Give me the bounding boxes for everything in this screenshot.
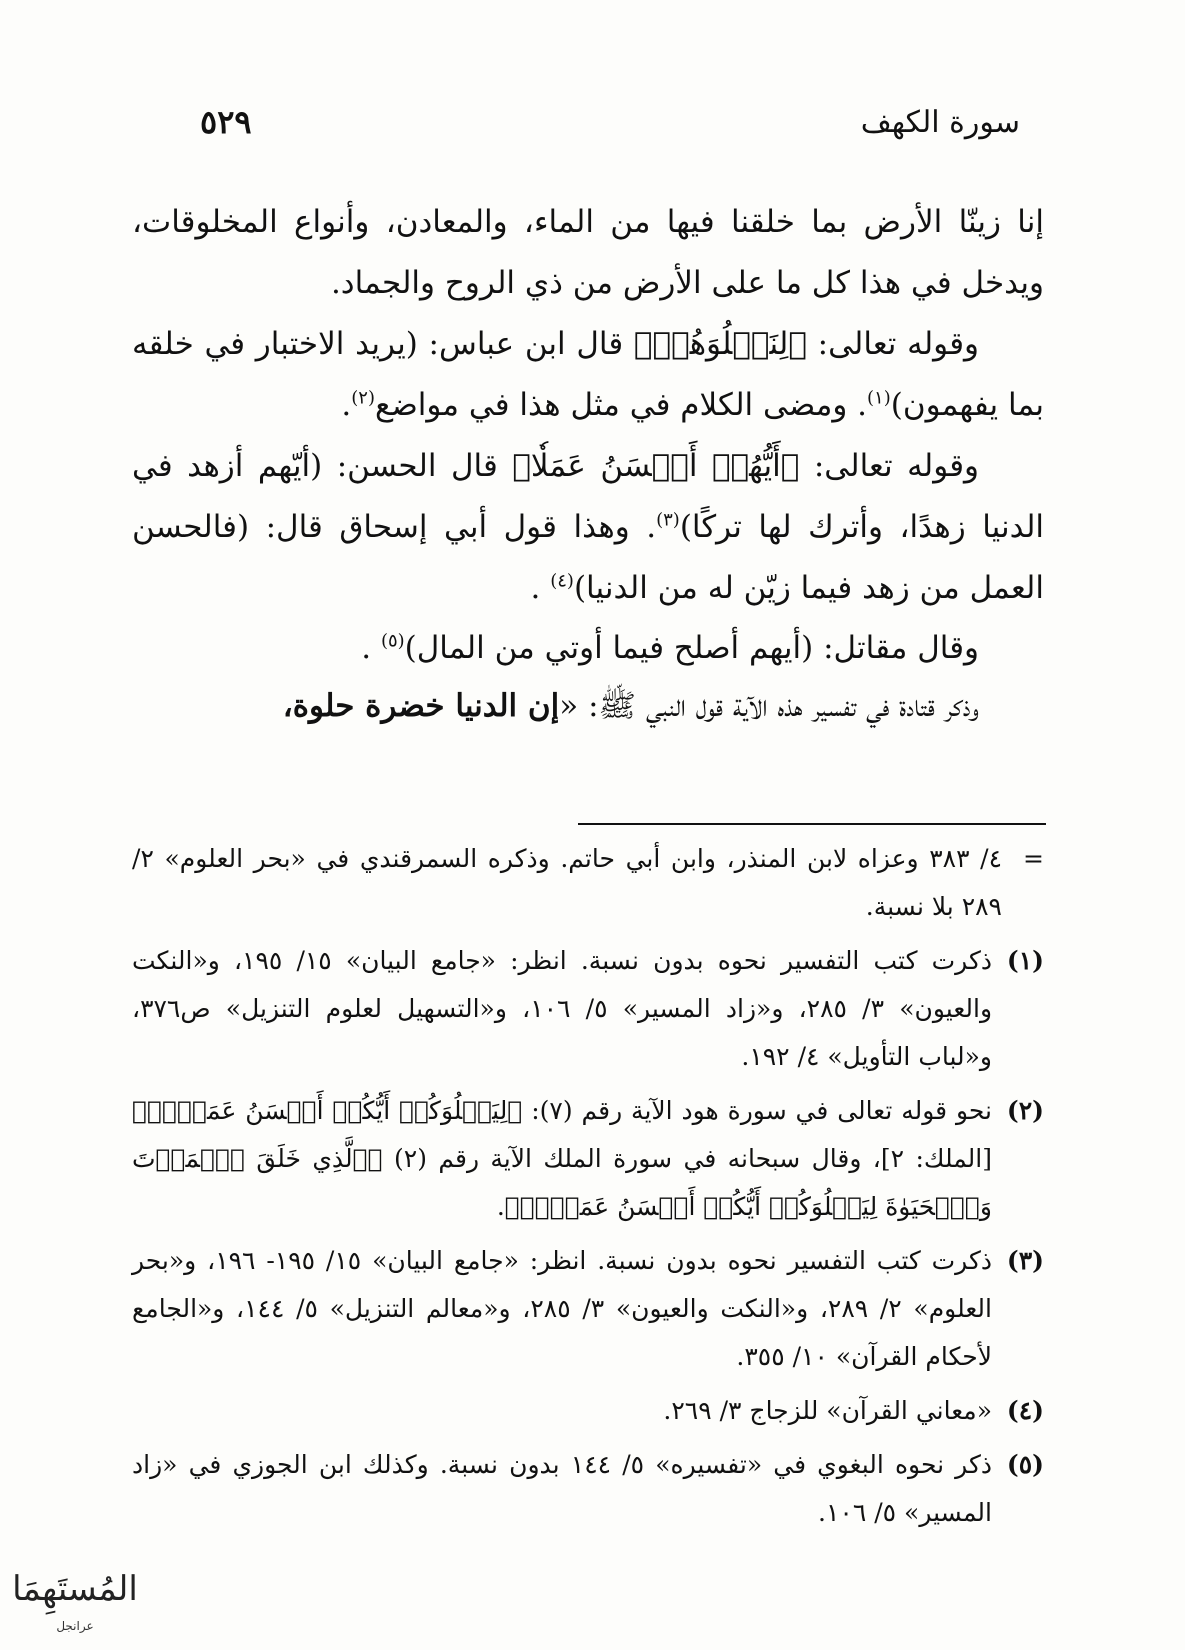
paragraph-5: وذكر قتادة في تفسير هذه الآية قول النبي ﷺ: «إن الدنيا خضرة حلوة،: [282, 688, 979, 724]
footnote-number: (١): [1006, 946, 1044, 975]
running-header-surah: سورة الكهف: [860, 105, 1020, 140]
page-number: ٥٢٩: [200, 103, 252, 141]
footnote-ref-4[interactable]: (٤): [550, 570, 574, 592]
paragraph-2: وقوله تعالى: ﴿لِنَبۡلُوَهُمۡ﴾ قال ابن عباس: (يريد الاختبار في خلقه بما يفهمون)$^{(١)}$. ومضى الكلام في مثل هذا في مواضع$^{(٢)}$.: [132, 326, 1044, 423]
paragraph-4: وقال مقاتل: (أيهم أصلح فيما أوتي من المال)$^{(٥)}$ .: [361, 630, 979, 666]
continuation-marker: =: [1023, 844, 1044, 873]
publisher-logo: [8, 1555, 143, 1645]
footnote-number: (٥): [1006, 1450, 1044, 1479]
footnote-number: (٤): [1006, 1396, 1044, 1425]
footnote-3: (٣) ذكرت كتب التفسير نحوه بدون نسبة. انظر: «جامع البيان» ١٥/ ١٩٥- ١٩٦، و«بحر العلوم» ٢/ ٢٨٩، و«النكت والعيون» ٣/ ٢٨٥، و«معالم التنزيل» ٥/ ١٤٤، و«الجامع لأحكام القرآن» ١٠/ ٣٥٥.: [132, 1237, 1044, 1381]
footnote-5: (٥) ذكر نحوه البغوي في «تفسيره» ٥/ ١٤٤ بدون نسبة. وكذلك ابن الجوزي في «زاد المسير» ٥/ ١٠٦.: [132, 1441, 1044, 1537]
logo-subtext: عرانجل: [56, 1619, 94, 1633]
main-text: [132, 192, 1044, 735]
footnote-ref-5[interactable]: (٥): [380, 630, 405, 652]
footnote-ref-3[interactable]: (٣): [656, 509, 680, 531]
footnotes: [132, 835, 1044, 1543]
quran-verse: ﴿ٱلَّذِي خَلَقَ ٱلۡمَوۡتَ وَٱلۡحَيَوٰةَ لِيَبۡلُوَكُمۡ أَيُّكُمۡ أَحۡسَنُ عَمَلٗاۚ﴾: [132, 1144, 992, 1221]
footnote-ref-1[interactable]: (١): [867, 387, 891, 409]
quran-verse: ﴿لِيَبۡلُوَكُمۡ أَيُّكُمۡ أَحۡسَنُ عَمَلٗاۗ﴾: [132, 1096, 523, 1125]
footnote-separator: [578, 823, 1046, 825]
quran-verse: ﴿أَيُّهُمۡ أَحۡسَنُ عَمَلٗا﴾: [512, 448, 800, 484]
footnote-2: (٢) نحو قوله تعالى في سورة هود الآية رقم (٧): ﴿لِيَبۡلُوَكُمۡ أَيُّكُمۡ أَحۡسَنُ عَمَلٗاۗ﴾ [الملك: ٢]، وقال سبحانه في سورة الملك الآية رقم (٢) ﴿ٱلَّذِي خَلَقَ ٱلۡمَوۡتَ وَٱلۡحَيَوٰةَ لِيَبۡلُوَكُمۡ أَيُّكُمۡ أَحۡسَنُ عَمَلٗاۚ﴾.: [132, 1087, 1044, 1231]
footnote-ref-2[interactable]: (٢): [351, 387, 375, 409]
footnote-continuation: = ٤/ ٣٨٣ وعزاه لابن المنذر، وابن أبي حاتم. وذكره السمرقندي في «بحر العلوم» ٢/ ٢٨٩ بلا نسبة.: [132, 835, 1044, 931]
logo-text: المُستَهِمَا: [12, 1569, 138, 1609]
paragraph-1: إنا زينّا الأرض بما خلقنا فيها من الماء، والمعادن، وأنواع المخلوقات، ويدخل في هذا كل ما على الأرض من ذي الروح والجماد.: [132, 204, 1044, 301]
hadith-text: إن الدنيا خضرة حلوة،: [282, 688, 560, 724]
footnote-number: (٢): [1006, 1096, 1044, 1125]
quran-verse: ﴿لِنَبۡلُوَهُمۡ﴾: [633, 326, 807, 362]
footnote-number: (٣): [1006, 1246, 1044, 1275]
footnote-4: (٤) «معاني القرآن» للزجاج ٣/ ٢٦٩.: [132, 1387, 1044, 1435]
footnote-1: (١) ذكرت كتب التفسير نحوه بدون نسبة. انظر: «جامع البيان» ١٥/ ١٩٥، و«النكت والعيون» ٣/ ٢٨٥، و«زاد المسير» ٥/ ١٠٦، و«التسهيل لعلوم التنزيل» ص٣٧٦، و«لباب التأويل» ٤/ ١٩٢.: [132, 937, 1044, 1081]
paragraph-3: وقوله تعالى: ﴿أَيُّهُمۡ أَحۡسَنُ عَمَلٗا﴾ قال الحسن: (أيّهم أزهد في الدنيا زهدًا، وأترك لها تركًا)$^{(٣)}$. وهذا قول أبي إسحاق قال: (فالحسن العمل من زهد فيما زيّن له من الدنيا)$^{(٤)}$ .: [132, 448, 1044, 606]
